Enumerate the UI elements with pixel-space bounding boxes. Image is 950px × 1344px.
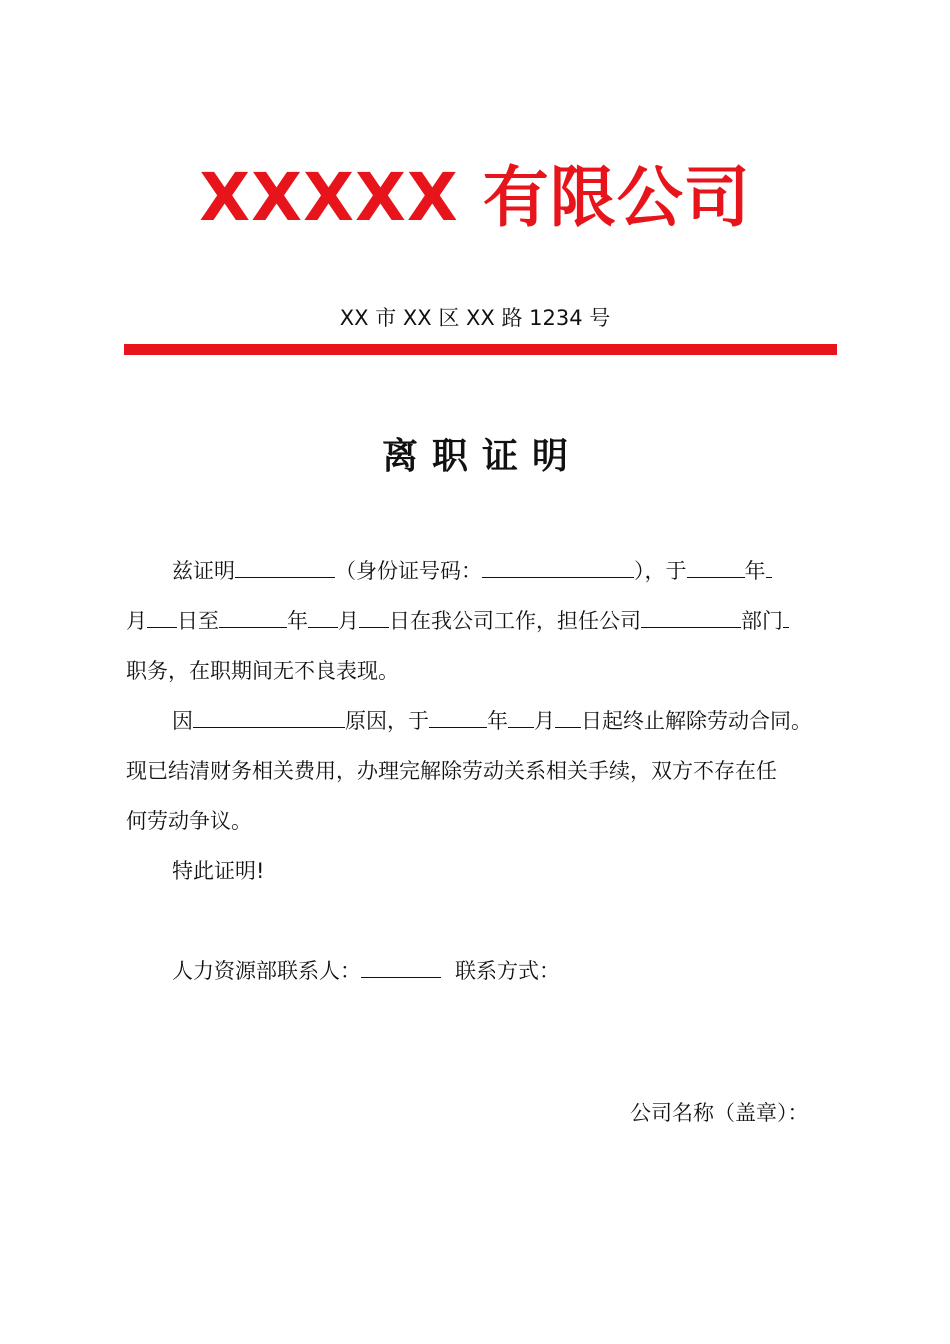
company-address: XX 市 XX 区 XX 路 1234 号 [339,306,611,330]
termination-month-blank [508,707,534,728]
termination-year-blank [429,707,487,728]
body-line [126,796,836,846]
end-month-blank [308,607,338,628]
text-segment: 年 [744,559,766,583]
header-divider [124,344,837,355]
text-segment: 何劳动争议。 [126,809,252,833]
text-segment: 原因，于 [345,709,429,733]
company-name: XXXXX 有限公司 [199,159,751,236]
text-segment: 日至 [177,609,219,633]
signature-line: 公司名称（盖章）： [630,1101,809,1125]
start-year-blank [687,557,745,578]
text-segment: ），于 [634,559,687,583]
text-segment: 日在我公司工作，担任公司 [389,609,641,633]
start-month-blank [147,607,177,628]
document-body [126,546,836,896]
text-segment: 职务，在职期间无不良表现。 [126,659,399,683]
body-line [126,546,836,596]
text-segment: 月 [338,609,359,633]
id-number-blank [482,557,634,578]
body-line [126,746,836,796]
document-title: 离职证明 [381,436,582,477]
text-segment: 兹证明 [172,559,235,583]
text-segment: 日起终止解除劳动合同。 [581,709,812,733]
blank-stub [766,557,772,578]
text-segment: 特此证明! [172,859,265,883]
end-year-blank [219,607,287,628]
reason-blank [193,707,345,728]
body-line [126,846,836,896]
body-line [126,696,836,746]
hr-contact-label: 人力资源部联系人： [172,959,361,983]
text-segment: （身份证号码： [335,559,482,583]
contact-method-label: 联系方式： [455,959,560,983]
text-segment: 月 [126,609,147,633]
employee-name-blank [235,557,335,578]
hr-contact-blank [361,957,441,978]
text-segment: 因 [172,709,193,733]
text-segment: 现已结清财务相关费用，办理完解除劳动关系相关手续，双方不存在任 [126,759,777,783]
blank-stub [783,607,789,628]
termination-day-blank [555,707,581,728]
text-segment: 年 [487,709,508,733]
text-segment: 月 [534,709,555,733]
hr-contact-line [172,946,560,996]
department-blank [641,607,741,628]
text-segment: 部门 [741,609,783,633]
end-day-blank [359,607,389,628]
body-line [126,646,836,696]
text-segment: 年 [287,609,308,633]
body-line [126,596,836,646]
